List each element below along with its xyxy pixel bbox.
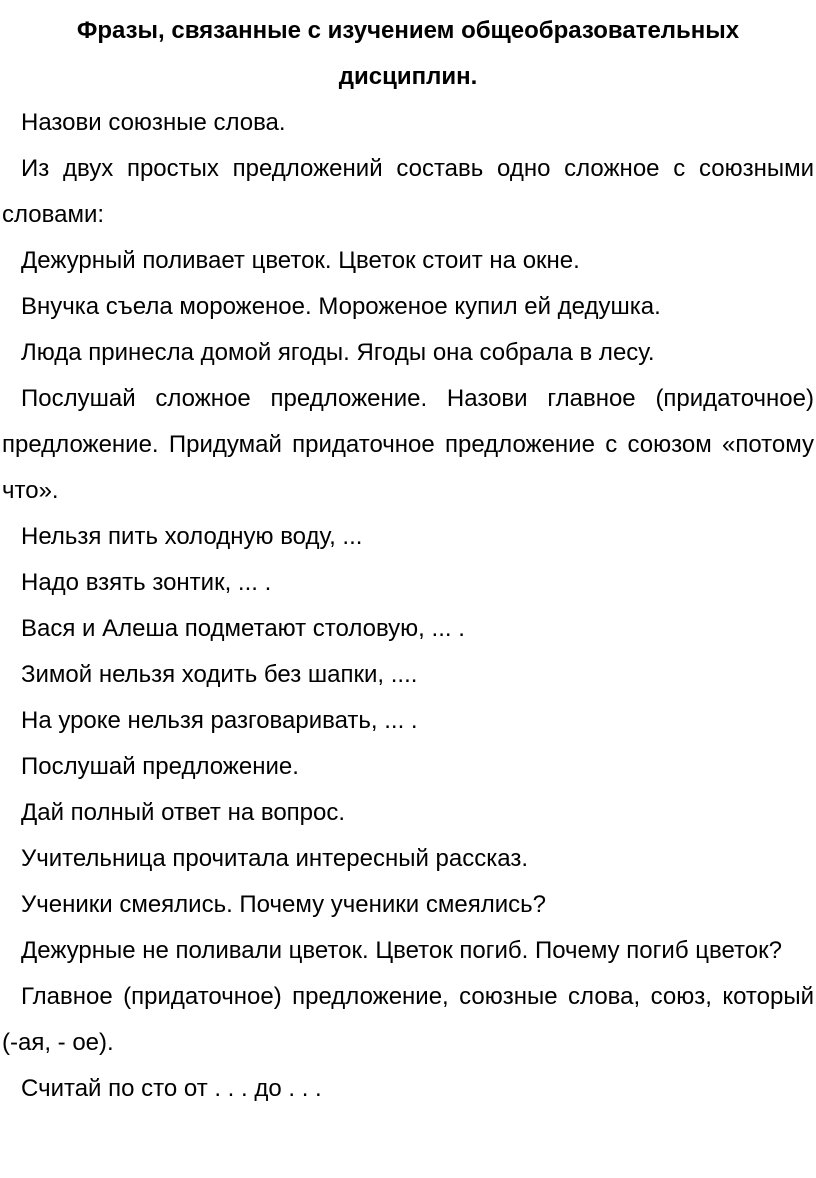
paragraph-12: Послушай предложение. [21, 753, 299, 780]
document-title: Фразы, связанные с изучением общеобразовательных дисциплин. [76, 17, 740, 90]
paragraph-3: Дежурный поливает цветок. Цветок стоит на окне. [21, 247, 580, 274]
paragraph-11: На уроке нельзя разговаривать, ... . [21, 707, 418, 734]
paragraph-18: Считай по сто от . . . до . . . [21, 1075, 322, 1102]
paragraph-14: Учительница прочитала интересный рассказ. [21, 845, 528, 872]
paragraph-1: Назови союзные слова. [21, 109, 286, 136]
paragraph-10: Зимой нельзя ходить без шапки, .... [21, 661, 418, 688]
paragraph-8: Надо взять зонтик, ... . [21, 569, 272, 596]
paragraph-9: Вася и Алеша подметают столовую, ... . [21, 615, 465, 642]
paragraph-17: Главное (придаточное) предложение, союзные слова, союз, который (-ая, - ое). [2, 983, 814, 1056]
paragraph-15: Ученики смеялись. Почему ученики смеялись? [21, 891, 546, 918]
paragraph-4: Внучка съела мороженое. Мороженое купил ей дедушка. [21, 293, 661, 320]
paragraph-5: Люда принесла домой ягоды. Ягоды она собрала в лесу. [21, 339, 655, 366]
paragraph-13: Дай полный ответ на вопрос. [21, 799, 346, 826]
paragraph-16: Дежурные не поливали цветок. Цветок погиб. Почему погиб цветок? [21, 937, 782, 964]
paragraph-2: Из двух простых предложений составь одно сложное с союзными словами: [2, 155, 814, 228]
paragraph-6: Послушай сложное предложение. Назови главное (придаточное) предложение. Придумай придаточное предложение с союзом «потому что». [2, 385, 814, 504]
paragraph-7: Нельзя пить холодную воду, ... [21, 523, 363, 550]
